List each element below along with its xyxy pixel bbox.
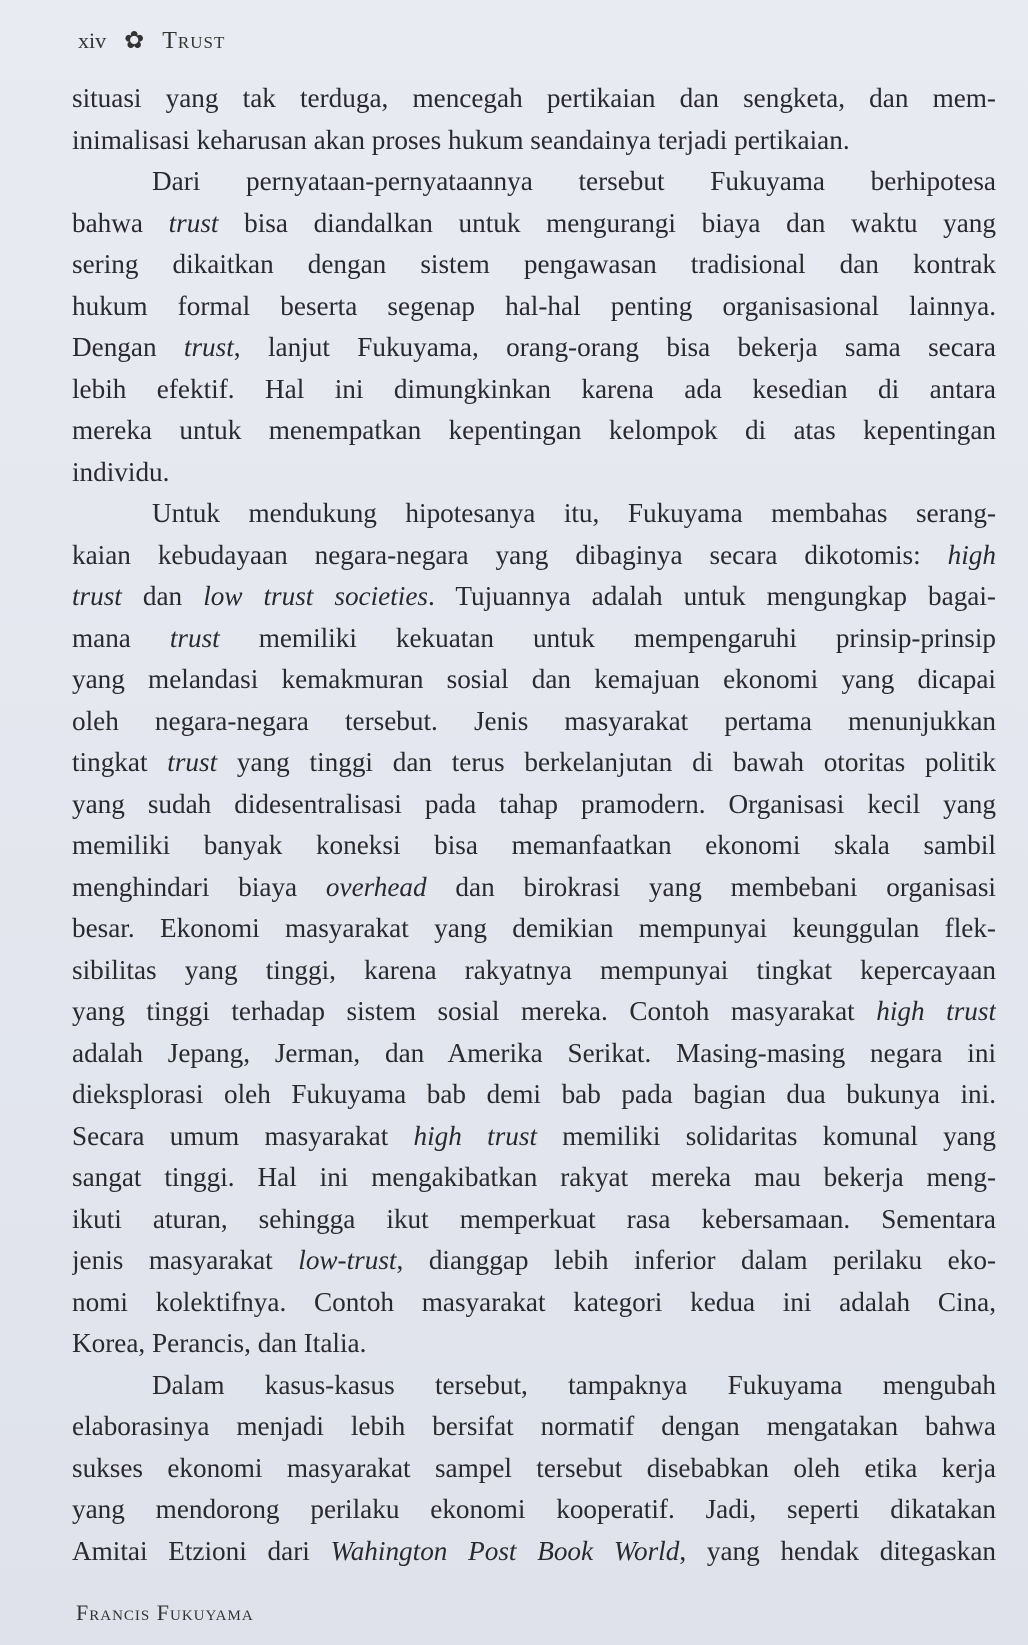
text-line: sibilitas yang tinggi, karena rakyatnya mempunyai tingkat kepercayaan [72, 954, 996, 985]
text-line: yang sudah didesentralisasi pada tahap pramodern. Organisasi kecil yang [72, 788, 996, 819]
text-line: inimalisasi keharusan akan proses hukum seandainya terjadi pertikaian. [72, 124, 850, 155]
text-line: Secara umum masyarakat high trust memiliki solidaritas komunal yang [72, 1120, 996, 1151]
text-line: tingkat trust yang tinggi dan terus berkelanjutan di bawah otoritas politik [72, 747, 996, 777]
page-number: xiv [78, 28, 107, 53]
running-footer-author: Francis Fukuyama [76, 1600, 254, 1625]
text-line: Dengan trust, lanjut Fukuyama, orang-orang bisa bekerja sama secara [72, 332, 996, 362]
text-line: Amitai Etzioni dari Wahington Post Book World, yang hendak ditegaskan [72, 1535, 996, 1566]
text-line: hukum formal beserta segenap hal-hal penting organisasional lainnya. [72, 290, 996, 321]
text-line: individu. [72, 456, 170, 487]
text-line: memiliki banyak koneksi bisa memanfaatkan ekonomi skala sambil [72, 830, 996, 860]
body-text [72, 78, 996, 1572]
text-line: Dalam kasus-kasus tersebut, tampaknya Fukuyama mengubah [152, 1369, 996, 1400]
text-line: sering dikaitkan dengan sistem pengawasan tradisional dan kontrak [72, 249, 996, 279]
text-line: Untuk mendukung hipotesanya itu, Fukuyama membahas serang- [152, 498, 996, 528]
text-line: kaian kebudayaan negara-negara yang dibaginya secara dikotomis: high [72, 539, 996, 570]
text-line: bahwa trust bisa diandalkan untuk mengurangi biaya dan waktu yang [72, 207, 996, 238]
text-line: Dari pernyataan-pernyataannya tersebut Fukuyama berhipotesa [152, 166, 996, 196]
flower-ornament-icon: ✿ [124, 28, 145, 54]
text-line: lebih efektif. Hal ini dimungkinkan karena ada kesedian di antara [72, 373, 996, 404]
text-line: dieksplorasi oleh Fukuyama bab demi bab pada bagian dua bukunya ini. [72, 1079, 996, 1109]
text-line: yang tinggi terhadap sistem sosial mereka. Contoh masyarakat high trust [72, 996, 996, 1026]
text-line: yang mendorong perilaku ekonomi kooperatif. Jadi, seperti dikatakan [72, 1494, 996, 1524]
text-line: elaborasinya menjadi lebih bersifat normatif dengan mengatakan bahwa [72, 1411, 996, 1441]
text-line: jenis masyarakat low-trust, dianggap lebih inferior dalam perilaku eko- [72, 1245, 996, 1275]
text-line: besar. Ekonomi masyarakat yang demikian mempunyai keunggulan flek- [72, 913, 996, 943]
running-title: Trust [162, 27, 226, 54]
text-line: sangat tinggi. Hal ini mengakibatkan rakyat mereka mau bekerja meng- [72, 1162, 996, 1192]
text-line: sukses ekonomi masyarakat sampel tersebut disebabkan oleh etika kerja [72, 1452, 996, 1483]
text-line: mana trust memiliki kekuatan untuk mempengaruhi prinsip-prinsip [72, 622, 996, 653]
text-line: Korea, Perancis, dan Italia. [72, 1328, 367, 1358]
text-line: yang melandasi kemakmuran sosial dan kemajuan ekonomi yang dicapai [72, 664, 996, 694]
text-line: ikuti aturan, sehingga ikut memperkuat rasa kebersamaan. Sementara [72, 1203, 996, 1234]
text-line: adalah Jepang, Jerman, dan Amerika Serikat. Masing-masing negara ini [72, 1037, 996, 1068]
text-line: mereka untuk menempatkan kepentingan kelompok di atas kepentingan [72, 415, 996, 445]
text-line: oleh negara-negara tersebut. Jenis masyarakat pertama menunjukkan [72, 705, 996, 736]
text-line: situasi yang tak terduga, mencegah pertikaian dan sengketa, dan mem- [72, 83, 996, 113]
text-line: nomi kolektifnya. Contoh masyarakat kategori kedua ini adalah Cina, [72, 1286, 996, 1317]
running-header [78, 26, 225, 56]
text-line: menghindari biaya overhead dan birokrasi yang membebani organisasi [72, 871, 996, 902]
text-line: trust dan low trust societies. Tujuannya adalah untuk mengungkap bagai- [72, 581, 996, 611]
